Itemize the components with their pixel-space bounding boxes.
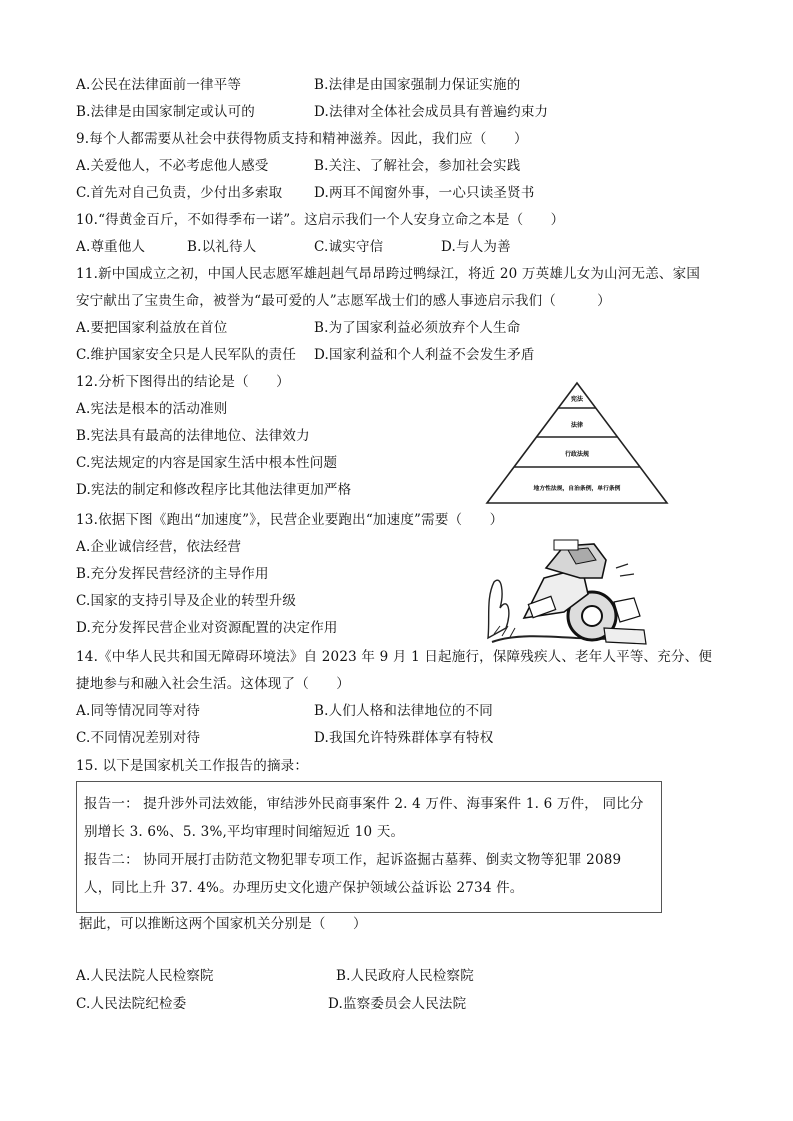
q11-option-c: C.维护国家安全只是人民军队的责任 xyxy=(76,347,297,363)
report-2-line2: 人，同比上升 37. 4%。办理历史文化遗产保护领域公益诉讼 2734 件。 xyxy=(84,880,524,896)
q8-option-d: D.法律对全体社会成员具有普遍约束力 xyxy=(314,104,549,120)
q12-stem: 12.分析下图得出的结论是（ ） xyxy=(76,374,290,390)
q9-option-a: A.关爱他人，不必考虑他人感受 xyxy=(76,158,269,174)
pyramid-level-3: 行政法规 xyxy=(564,451,590,458)
q9-option-d: D.两耳不闻窗外事，一心只读圣贤书 xyxy=(314,185,535,201)
q10-stem: 10.“得黄金百斤，不如得季布一诺”。这启示我们一个人安身立命之本是（ ） xyxy=(76,212,565,228)
q10-option-a: A.尊重他人 xyxy=(76,239,146,255)
q14-stem-line1: 14.《中华人民共和国无障碍环境法》自 2023 年 9 月 1 日起施行，保障残疾人、老年人平等、充分、便 xyxy=(76,649,713,665)
q9-option-b: B.关注、了解社会，参加社会实践 xyxy=(314,158,521,174)
q11-option-a: A.要把国家利益放在首位 xyxy=(76,320,228,336)
q9-stem: 9.每个人都需要从社会中获得物质支持和精神滋养。因此，我们应（ ） xyxy=(76,131,528,147)
cartoon-image xyxy=(484,538,652,650)
q14-stem-line2: 捷地参与和融入社会生活。这体现了（ ） xyxy=(76,676,350,692)
q10-option-d: D.与人为善 xyxy=(441,239,511,255)
q13-stem: 13.依据下图《跑出“加速度”》，民营企业要跑出“加速度”需要（ ） xyxy=(76,512,504,528)
q11-option-b: B.为了国家利益必须放弃个人生命 xyxy=(314,320,521,336)
q12-option-c: C.宪法规定的内容是国家生活中根本性问题 xyxy=(76,455,338,471)
report-1-line2: 别增长 3. 6%、5. 3%,平均审理时间缩短近 10 天。 xyxy=(84,824,405,840)
q12-option-d: D.宪法的制定和修改程序比其他法律更加严格 xyxy=(76,482,352,498)
report-1-line1: 报告一： 提升涉外司法效能，审结涉外民商事案件 2. 4 万件、海事案件 1. 6 万件， 同比分 xyxy=(84,796,644,812)
q14-option-b: B.人们人格和法律地位的不同 xyxy=(314,703,494,719)
q10-option-c: C.诚实守信 xyxy=(314,239,384,255)
q11-option-d: D.国家利益和个人利益不会发生矛盾 xyxy=(314,347,535,363)
legal-hierarchy-pyramid xyxy=(484,380,670,506)
pyramid-level-4: 地方性法规，自治条例，单行条例 xyxy=(533,486,621,492)
q8-option-c: B.法律是由国家制定或认可的 xyxy=(76,104,256,120)
q13-option-b: B.充分发挥民营经济的主导作用 xyxy=(76,566,269,582)
q8-option-a: A.公民在法律面前一律平等 xyxy=(76,77,242,93)
q14-option-c: C.不同情况差别对待 xyxy=(76,730,201,746)
q15-option-b: B.人民政府人民检察院 xyxy=(336,968,474,984)
q9-option-c: C.首先对自己负责，少付出多索取 xyxy=(76,185,283,201)
q13-option-a: A.企业诚信经营，依法经营 xyxy=(76,539,242,555)
q15-stem: 15. 以下是国家机关工作报告的摘录： xyxy=(76,758,309,774)
q15-option-c: C.人民法院纪检委 xyxy=(76,996,187,1012)
q12-option-a: A.宪法是根本的活动准则 xyxy=(76,401,228,417)
q13-option-c: C.国家的支持引导及企业的转型升级 xyxy=(76,593,297,609)
q13-option-d: D.充分发挥民营企业对资源配置的决定作用 xyxy=(76,620,338,636)
pyramid-level-2: 法律 xyxy=(570,422,584,429)
q14-option-d: D.我国允许特殊群体享有特权 xyxy=(314,730,494,746)
q11-stem-line1: 11.新中国成立之初，中国人民志愿军雄赳赳气昂昂跨过鸭绿江，将近 20 万英雄儿女为山河无恙、家国 xyxy=(76,266,701,282)
q11-stem-line2: 安宁献出了宝贵生命，被誉为“最可爱的人”志愿军战士们的感人事迹启示我们（ ） xyxy=(76,293,611,309)
q14-option-a: A.同等情况同等对待 xyxy=(76,703,201,719)
q15-question: 据此，可以推断这两个国家机关分别是（ ） xyxy=(79,916,367,932)
q15-option-d: D.监察委员会人民法院 xyxy=(328,996,467,1012)
q10-option-b: B.以礼待人 xyxy=(187,239,257,255)
q15-option-a: A.人民法院人民检察院 xyxy=(76,968,214,984)
pyramid-level-1: 宪法 xyxy=(570,396,584,403)
q12-option-b: B.宪法具有最高的法律地位、法律效力 xyxy=(76,428,310,444)
report-2-line1: 报告二： 协同开展打击防范文物犯罪专项工作，起诉盗掘古墓葬、倒卖文物等犯罪 2089 xyxy=(84,852,622,868)
q8-option-b: B.法律是由国家强制力保证实施的 xyxy=(314,77,521,93)
